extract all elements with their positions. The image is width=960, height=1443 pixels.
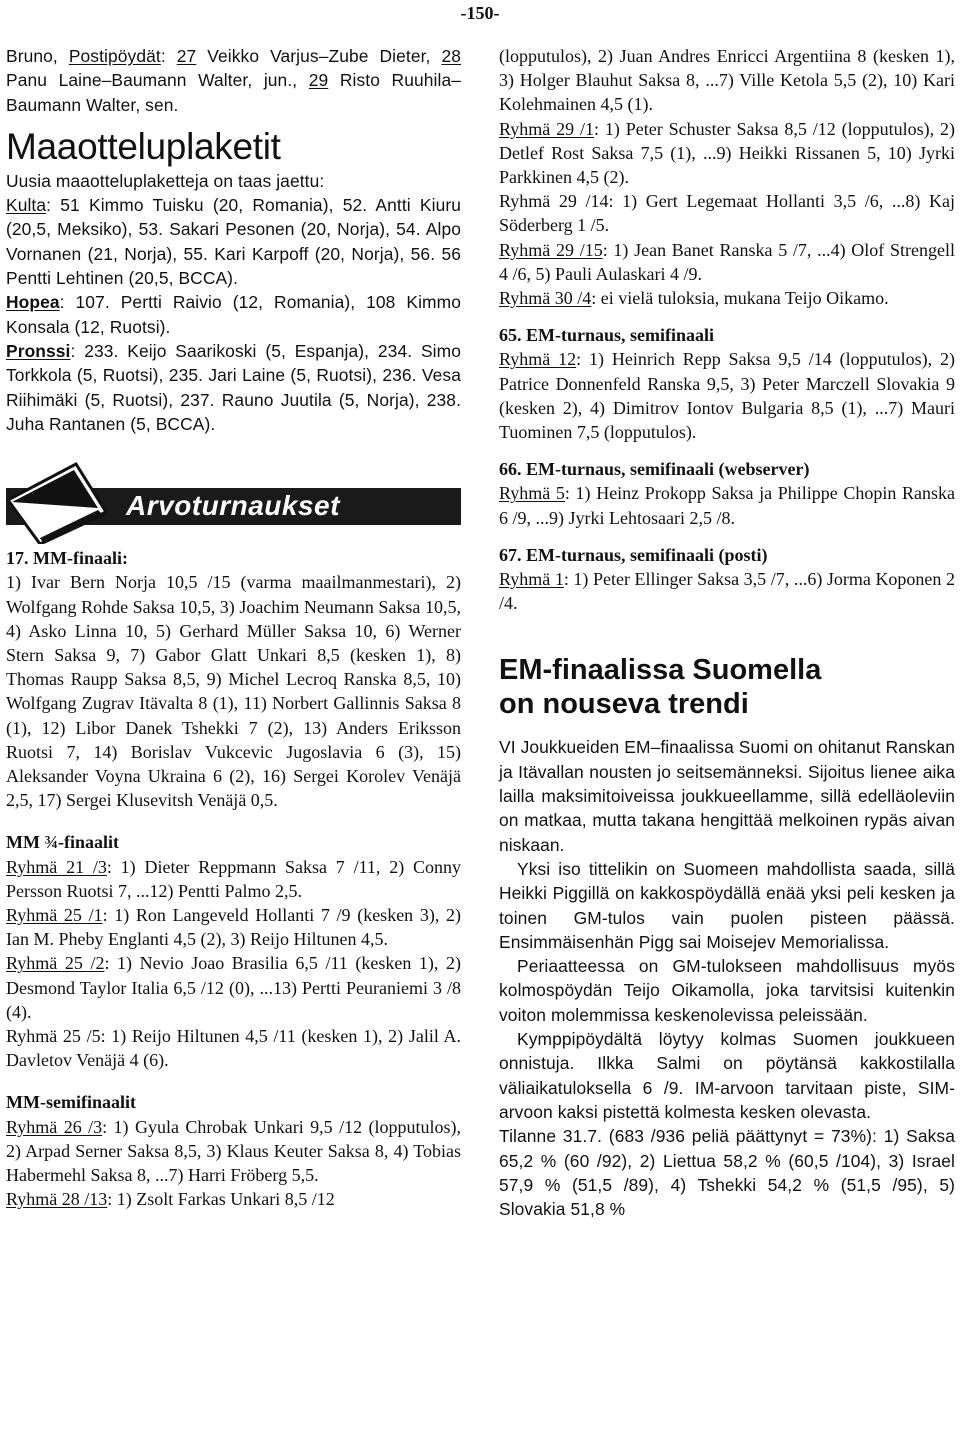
sf-group-26-3: Ryhmä 26 /3: 1) Gyula Chrobak Unkari 9,5 /12 (lopputulos), 2) Arpad Serner Saksa 8,5, 3) Klaus Keuter Saksa 8, 4) Tobias Habermehl Saksa 8, ...7) Harri Fröberg 5,5. — [6, 1116, 461, 1186]
left-column — [6, 44, 461, 1211]
article-title-line-1: EM-finaalissa Suomella — [499, 654, 822, 687]
gold-label: Kulta — [6, 195, 47, 216]
em66-results: Ryhmä 5: 1) Heinz Prokopp Saksa ja Philippe Chopin Ranska 6 /9, ...9) Jyrki Lehtosaari 2,5 /8. — [499, 483, 955, 528]
article-paragraph-1: VI Joukkueiden EM–finaalissa Suomi on ohitanut Ranskan ja Itävallan nousten jo seitsemänneksi. Sijoitus lienee aika lailla maksimitoiveissa joukkueellamme, sillä edelläoleviin on matkaa, mutta takana hengittää melkoinen rypäs aivan niskaan. — [499, 737, 955, 855]
right-column — [499, 44, 955, 1221]
wc-final-results: 1) Ivar Bern Norja 10,5 /15 (varma maailmanmestari), 2) Wolfgang Rohde Saksa 10,5, 3) Joachim Neumann Saksa 10,5, 4) Asko Linna 10, 5) Gerhard Müller Saksa 10, 6) Werner Stern Saksa 9, 7) Gabor Glatt Unkari 8,5 (kesken 1), 8) Thomas Raupp Saksa 8,5, 9) Michel Lecroq Ranska 8,5, 10) Wolfgang Zugrav Itävalta 8 (1), 11) Norbert Gallinnis Saksa 8 (1), 12) Libor Danek Tshekki 7 (2), 13) Anders Eriksson Ruotsi 7, 14) Borislav Vukcevic Jugoslavia 6 (3), 15) Aleksander Voyna Ukraina 6 (2), 16) Sergei Korolev Venäjä 2,5, 17) Sergei Klusevitsh Venäjä 0,5. — [6, 572, 461, 811]
sf-group-29-14: Ryhmä 29 /14: 1) Gert Legemaat Hollanti 3,5 /6, ...8) Kaj Söderberg 1 /5. — [499, 191, 955, 236]
silver-label: Hopea — [6, 292, 60, 313]
em67-heading: 67. EM-turnaus, semifinaali (posti) — [499, 544, 768, 565]
plaques-heading: Maaotteluplaketit — [6, 125, 281, 167]
article-paragraph-2: Yksi iso tittelikin on Suomeen mahdollista saada, sillä Heikki Piggillä on kakkospöydällä enää yksi peli kesken ja toinen GM-tulos vain puolen pisteen päässä. Ensimmäisenhän Pigg sai Moisejev Memorialissa. — [499, 858, 955, 952]
sf-group-29-1: Ryhmä 29 /1: 1) Peter Schuster Saksa 8,5 /12 (lopputulos), 2) Detlef Rost Saksa 7,5 (1), ...9) Heikki Rissanen 5, 10) Jyrki Parkkinen 4,5 (2). — [499, 118, 955, 188]
sf-group-28-13-continued: (lopputulos), 2) Juan Andres Enricci Argentiina 8 (kesken 1), 3) Holger Blauhut Saksa 8, ...7) Ville Ketola 5,5 (2), 10) Kari Kolehmainen 4,5 (1). — [499, 46, 955, 115]
banner-title: Arvoturnaukset — [126, 490, 340, 522]
wc-final-heading: 17. MM-finaali: — [6, 548, 128, 569]
gold-plaques: Kulta: 51 Kimmo Tuisku (20, Romania), 52. Antti Kiuru (20,5, Meksiko), 53. Sakari Pesonen (20, Norja), 54. Alpo Vornanen (21, Norja), 55. Kari Karpoff (20, Norja), 56. 56 Pentti Lehtinen (20,5, BCCA). — [6, 195, 461, 289]
postal-boards-paragraph: Bruno, Postipöydät: 27 Veikko Varjus–Zube Dieter, 28 Panu Laine–Baumann Walter, jun., 29 Risto Ruuhila–Baumann Walter, sen. — [6, 46, 461, 115]
article-title-line-2: on nouseva trendi — [499, 688, 749, 721]
plaques-intro: Uusia maaotteluplaketteja on taas jaettu: — [6, 170, 325, 191]
em65-heading: 65. EM-turnaus, semifinaali — [499, 325, 715, 346]
section-banner — [6, 456, 461, 544]
envelope-icon — [6, 456, 126, 544]
article-paragraph-5: Tilanne 31.7. (683 /936 peliä päättynyt = 73%): 1) Saksa 65,2 % (60 /92), 2) Liettua 58,2 % (60,5 /104), 3) Israel 57,9 % (51,5 /89), 4) Tshekki 54,2 % (51,5 /95), 5) Slovakia 51,8 % — [499, 1126, 955, 1220]
article-paragraph-4: Kymppipöydältä löytyy kolmas Suomen joukkueen onnistuja. Ilkka Salmi on pöytänsä kakkostilalla väliaikatuloksella 6 /9. IM-arvoon tarvitaan piste, SIM-arvoon kaksi pistettä kolmesta kesken olevasta. — [499, 1029, 955, 1122]
sf-group-29-15: Ryhmä 29 /15: 1) Jean Banet Ranska 5 /7, ...4) Olof Strengell 4 /6, 5) Pauli Aulaskari 4 /9. — [499, 239, 955, 284]
qf-group-25-2: Ryhmä 25 /2: 1) Nevio Joao Brasilia 6,5 /11 (kesken 1), 2) Desmond Taylor Italia 6,5 /12 (0), ...13) Pertti Peuraniemi 3 /8 (4). — [6, 953, 461, 1022]
page-number: -150- — [460, 3, 500, 23]
em65-results: Ryhmä 12: 1) Heinrich Repp Saksa 9,5 /14 (lopputulos), 2) Patrice Donnenfeld Ranska 9,5, 3) Peter Marczell Slovakia 9 (kesken 2), 4) Dimitrov Iontov Bulgaria 8,5 (1), ...7) Mauri Tuominen 7,5 (lopputulos). — [499, 349, 955, 443]
em66-heading: 66. EM-turnaus, semifinaali (webserver) — [499, 459, 810, 480]
wc-quarterfinal-heading: MM ¾-finaalit — [6, 832, 119, 853]
em67-results: Ryhmä 1: 1) Peter Ellinger Saksa 3,5 /7, ...6) Jorma Koponen 2 /4. — [499, 569, 955, 614]
article-paragraph-3: Periaatteessa on GM-tulokseen mahdollisuus myös kolmospöydän Teijo Oikamolla, joka tarvitsisi kuitenkin voiton molemmissa keskenolevissa peleissään. — [499, 956, 955, 1025]
qf-group-21-3: Ryhmä 21 /3: 1) Dieter Reppmann Saksa 7 /11, 2) Conny Persson Ruotsi 7, ...12) Pentti Palmo 2,5. — [6, 856, 462, 901]
bronze-plaques: Pronssi: 233. Keijo Saarikoski (5, Espanja), 234. Simo Torkkola (5, Ruotsi), 235. Jari Laine (5, Ruotsi), 236. Vesa Riihimäki (5, Ruotsi), 237. Rauno Juutila (5, Norja), 238. Juha Rantanen (5, BCCA). — [6, 340, 461, 434]
qf-group-25-1: Ryhmä 25 /1: 1) Ron Langeveld Hollanti 7 /9 (kesken 3), 2) Ian M. Pheby Englanti 4,5 (2), 3) Reijo Hiltunen 4,5. — [6, 905, 461, 950]
qf-group-25-5: Ryhmä 25 /5: 1) Reijo Hiltunen 4,5 /11 (kesken 1), 2) Jalil A. Davletov Venäjä 4 (6). — [6, 1026, 461, 1071]
sf-group-28-13: Ryhmä 28 /13: 1) Zsolt Farkas Unkari 8,5 /12 — [6, 1189, 335, 1210]
bronze-label: Pronssi — [6, 340, 71, 361]
silver-plaques: Hopea: 107. Pertti Raivio (12, Romania), 108 Kimmo Konsala (12, Ruotsi). — [6, 292, 461, 337]
wc-semifinal-heading: MM-semifinaalit — [6, 1092, 136, 1113]
sf-group-30-4: Ryhmä 30 /4: ei vielä tuloksia, mukana Teijo Oikamo. — [499, 288, 889, 309]
